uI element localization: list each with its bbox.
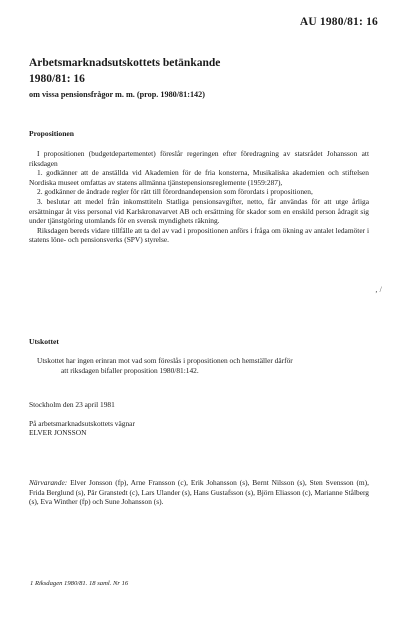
committee-paragraph: Utskottet har ingen erinran mot vad som föreslås i propositionen och hemställer därför bbox=[37, 356, 293, 365]
report-subtitle: om vissa pensionsfrågor m. m. (prop. 1980/81:142) bbox=[29, 90, 205, 99]
committee-motion: att riksdagen bifaller proposition 1980/81:142. bbox=[61, 365, 199, 375]
attendance-list bbox=[29, 478, 369, 507]
proposition-paragraph: 3. beslutar att medel från inkomsttiteln Statliga pensionsavgifter, netto, får användas för att utge årliga ersättningar åt viss personal vid Karlskronavarvet AB och ersättning för skador som en enskild person ådragit sig under tjänstgöring utomlands för en svensk myndighets räkning. bbox=[29, 196, 369, 226]
page-footer: 1 Riksdagen 1980/81. 18 saml. Nr 16 bbox=[30, 580, 129, 587]
section-heading-committee: Utskottet bbox=[29, 337, 59, 346]
section-heading-proposition: Propositionen bbox=[29, 129, 75, 138]
margin-mark: ‚ / bbox=[375, 285, 382, 294]
report-title: Arbetsmarknadsutskottets betänkande bbox=[29, 57, 221, 69]
attendance-names: Elver Jonsson (fp), Arne Fransson (c), Erik Johansson (s), Bernt Nilsson (s), Sten Svensson (m), Frida Berglund (s), Pär Granstedt (c), Lars Ulander (s), Hans Gustafsson (s), Björn Eliasson (c), Marianne Stålberg (s), Eva Winther (fp) och Sune Johansson (s). bbox=[29, 478, 369, 507]
closing-block bbox=[29, 400, 369, 438]
proposition-paragraph: 2. godkänner de ändrade regler för rätt till förordnandepension som förordats i propositionen, bbox=[37, 187, 313, 197]
place-date: Stockholm den 23 april 1981 bbox=[29, 400, 115, 409]
committee-body bbox=[29, 356, 369, 375]
report-number: 1980/81: 16 bbox=[29, 73, 85, 85]
on-behalf-line: På arbetsmarknadsutskottets vägnar bbox=[29, 418, 135, 428]
proposition-body bbox=[29, 149, 369, 245]
signatory: ELVER JONSSON bbox=[29, 428, 87, 438]
proposition-paragraph: 1. godkänner att de anställda vid Akademien för de fria konsterna, Musikaliska akademien och stiftelsen Nordiska museet omfattas av statens allmänna tjänstepensionsreglemente (1959:287), bbox=[29, 168, 369, 187]
proposition-paragraph: Riksdagen bereds vidare tillfälle att ta del av vad i propositionen anförs i fråga om ökning av antalet ledamöter i statens löne- och pensionsverks (SPV) styrelse. bbox=[29, 225, 369, 245]
title-block bbox=[29, 57, 369, 100]
document-number: AU 1980/81: 16 bbox=[299, 16, 378, 28]
proposition-paragraph: I propositionen (budgetdepartementet) föreslår regeringen efter föredragning av statsrådet Johansson att riksdagen bbox=[29, 149, 369, 168]
attendance-label: Närvarande: bbox=[29, 478, 68, 487]
